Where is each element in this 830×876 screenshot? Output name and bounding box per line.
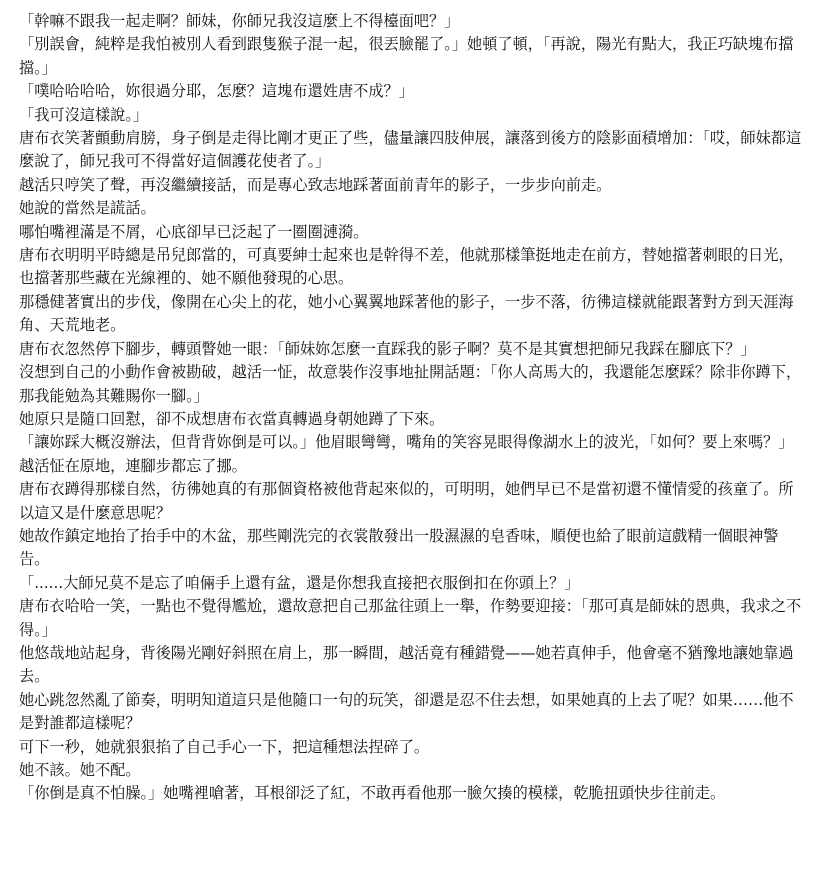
paragraph: 唐布衣蹲得那樣自然，彷彿她真的有那個資格被他背起來似的，可明明，她們早已不是當初還不懂情愛的孩童了。所以這又是什麼意思呢？ (19, 480, 794, 522)
paragraph: 唐布衣忽然停下腳步，轉頭瞥她一眼：「師妹妳怎麼一直踩我的影子啊？莫不是其實想把師兄我踩在腳底下？」 (19, 339, 756, 358)
paragraph: 可下一秒，她就狠狠掐了自己手心一下，把這種想法捏碎了。 (19, 737, 430, 756)
paragraph: 「你倒是真不怕臊。」她嘴裡嗆著，耳根卻泛了紅，不敢再看他那一臉欠揍的模樣，乾脆扭頭快步往前走。 (19, 784, 726, 803)
paragraph: 「別誤會，純粹是我怕被別人看到跟隻猴子混一起，很丟臉罷了。」她頓了頓，「再說，陽光有點大，我正巧缺塊布擋擋。」 (19, 35, 794, 77)
paragraph: 沒想到自己的小動作會被勘破，越活一怔，故意裝作沒事地扯開話題：「你人高馬大的，我還能怎麼踩？除非你蹲下，那我能勉為其難賜你一腳。」 (19, 363, 802, 405)
paragraph: 唐布衣哈哈一笑，一點也不覺得尷尬，還故意把自己那盆往頭上一舉，作勢要迎接：「那可真是師妹的恩典，我求之不得。」 (19, 597, 802, 639)
paragraph: 唐布衣明明平時總是吊兒郎當的，可真要紳士起來也是幹得不差，他就那樣筆挺地走在前方，替她擋著刺眼的日光，也擋著那些藏在光線裡的、她不願他發現的心思。 (19, 246, 794, 288)
paragraph: 那穩健著實出的步伐，像開在心尖上的花，她小心翼翼地踩著他的影子，一步不落，彷彿這樣就能跟著對方到天涯海角、天荒地老。 (19, 292, 794, 335)
paragraph: 他悠哉地站起身，背後陽光剛好斜照在肩上，那一瞬間，越活竟有種錯覺——她若真伸手，他會毫不猶豫地讓她靠過去。 (19, 643, 794, 686)
paragraph: 唐布衣笑著顫動肩膀，身子倒是走得比剛才更正了些，儘量讓四肢伸展，讓落到後方的陰影面積增加：「哎，師妹都這麼說了，師兄我可不得當好這個護花使者了。」 (19, 129, 802, 171)
paragraph: 越活怔在原地，連腳步都忘了挪。 (19, 456, 247, 475)
paragraph: 哪怕嘴裡滿是不屑，心底卻早已泛起了一圈圈漣漪。 (19, 222, 369, 241)
paragraph: 「......大師兄莫不是忘了咱倆手上還有盆，還是你想我直接把衣服倒扣在你頭上？」 (19, 573, 580, 592)
paragraph: 「我可沒這樣說。」 (19, 105, 149, 124)
paragraph: 她原只是隨口回懟，卻不成想唐布衣當真轉過身朝她蹲了下來。 (19, 409, 445, 428)
paragraph: 「讓妳踩大概沒辦法，但背背妳倒是可以。」他眉眼彎彎，嘴角的笑容晃眼得像湖水上的波光，「如何？要上來嗎？」 (19, 433, 794, 452)
paragraph: 「噗哈哈哈哈，妳很過分耶，怎麼？這塊布還姓唐不成？」 (19, 82, 414, 101)
paragraph: 她故作鎮定地抬了抬手中的木盆，那些剛洗完的衣裳散發出一股濕濕的皂香味，順便也給了眼前這戲精一個眼神警告。 (19, 526, 779, 569)
paragraph: 越活只哼笑了聲，再沒繼續接話，而是專心致志地踩著面前青年的影子，一步步向前走。 (19, 175, 612, 194)
paragraph: 「幹嘛不跟我一起走啊？師妹，你師兄我沒這麼上不得檯面吧？」 (19, 12, 460, 30)
paragraph: 她心跳忽然亂了節奏，明明知道這只是他隨口一句的玩笑，卻還是忍不住去想，如果她真的上去了呢？如果……他不是對誰都這樣呢？ (19, 690, 794, 733)
paragraph: 她說的當然是謊話。 (19, 199, 156, 218)
paragraph: 她不該。她不配。 (19, 761, 141, 779)
